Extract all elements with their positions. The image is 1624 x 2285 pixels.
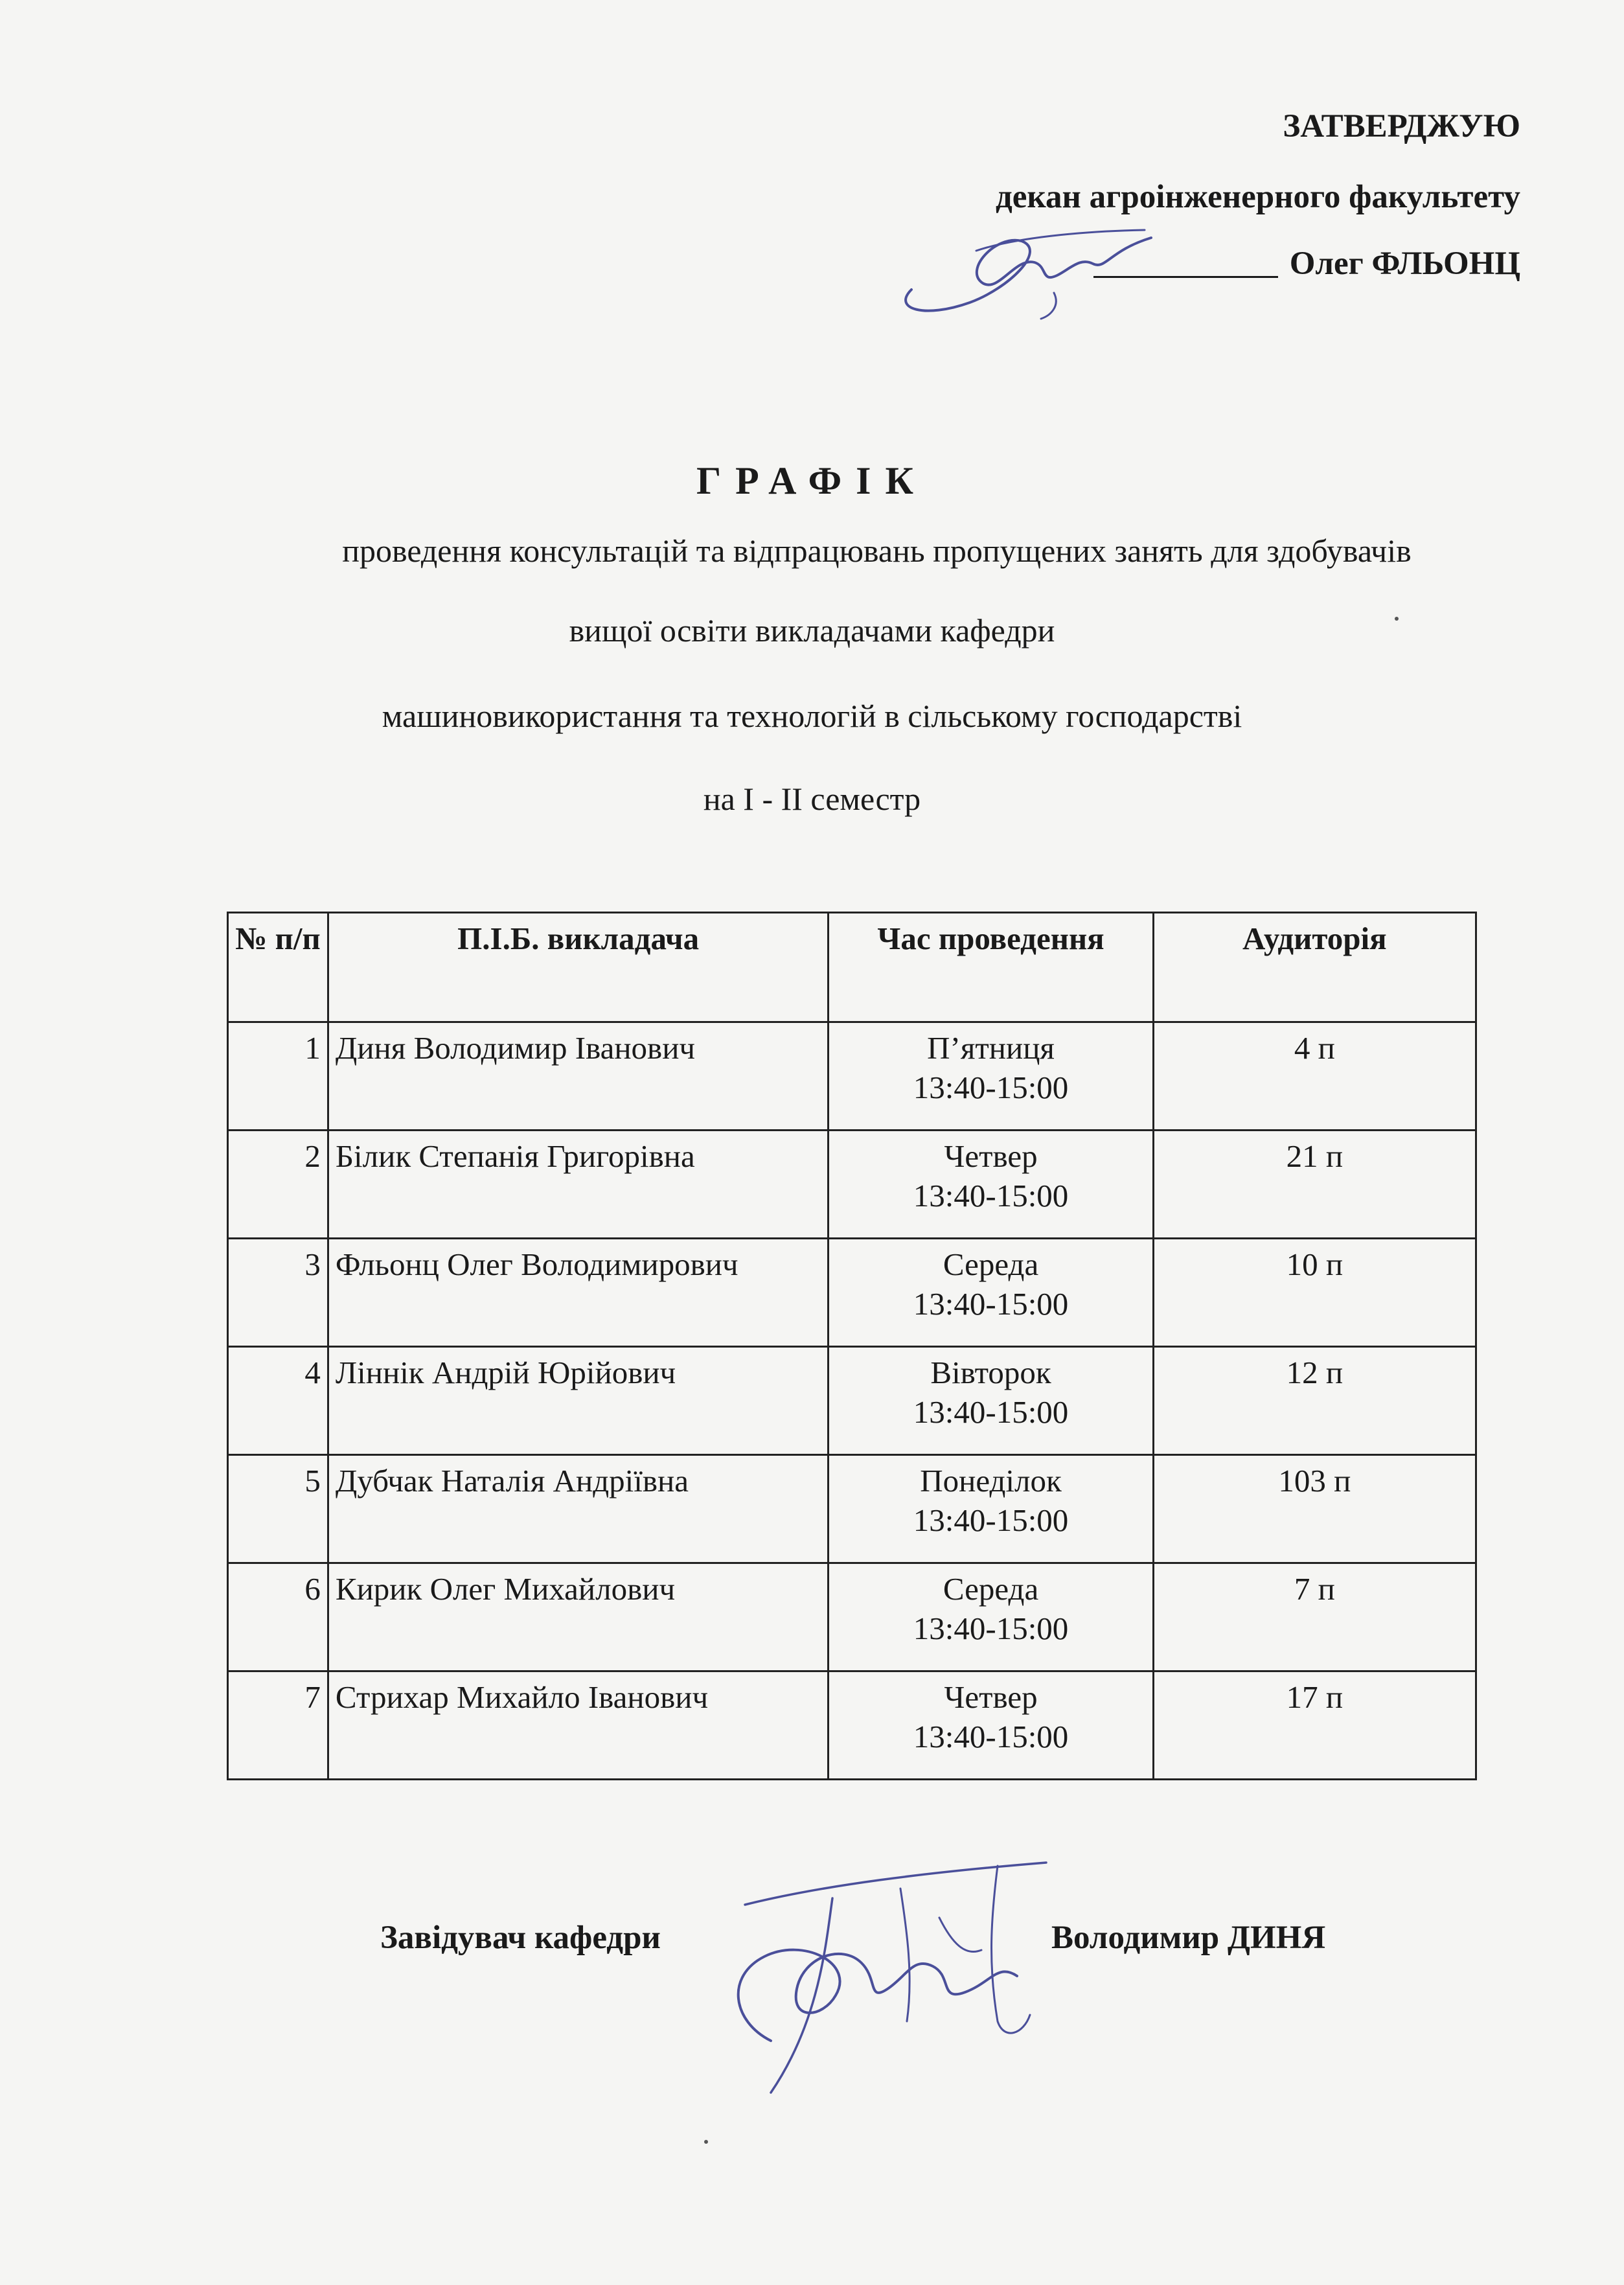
cell-room: 4 п — [1153, 1022, 1476, 1131]
subtitle-line-3: машиновикористання та технологій в сільському господарстві — [382, 698, 1242, 734]
cell-name: Кирик Олег Михайлович — [328, 1563, 829, 1671]
cell-num: 5 — [228, 1455, 328, 1563]
approval-block — [996, 110, 1520, 281]
speck — [704, 2140, 708, 2144]
table-row — [228, 1671, 1476, 1780]
table-row — [228, 1563, 1476, 1671]
cell-day: Четвер — [944, 1138, 1038, 1174]
cell-hours: 13:40-15:00 — [913, 1178, 1069, 1214]
cell-hours: 13:40-15:00 — [913, 1070, 1069, 1106]
cell-day: Вівторок — [930, 1355, 1051, 1390]
header-name: П.І.Б. викладача — [328, 913, 829, 1022]
table-header-row — [228, 913, 1476, 1022]
cell-day: Середа — [943, 1571, 1039, 1607]
dean-signature — [886, 212, 1158, 322]
cell-room: 12 п — [1153, 1347, 1476, 1455]
cell-room: 21 п — [1153, 1131, 1476, 1239]
cell-time — [829, 1131, 1153, 1239]
cell-num: 3 — [228, 1239, 328, 1347]
cell-time — [829, 1239, 1153, 1347]
head-position: Завідувач кафедри — [380, 1920, 661, 1956]
cell-num: 7 — [228, 1671, 328, 1780]
cell-time — [829, 1455, 1153, 1563]
cell-name: Білик Степанія Григорівна — [328, 1131, 829, 1239]
table-row — [228, 1022, 1476, 1131]
schedule-table — [227, 912, 1477, 1780]
cell-day: Середа — [943, 1246, 1039, 1282]
cell-time — [829, 1563, 1153, 1671]
table-row — [228, 1131, 1476, 1239]
header-time: Час проведення — [829, 913, 1153, 1022]
speck — [1395, 617, 1399, 621]
cell-num: 1 — [228, 1022, 328, 1131]
cell-num: 4 — [228, 1347, 328, 1455]
cell-day: Понеділок — [920, 1463, 1062, 1498]
cell-hours: 13:40-15:00 — [913, 1502, 1069, 1539]
document-title: ГРАФІК — [696, 459, 928, 502]
table-row — [228, 1455, 1476, 1563]
approve-word: ЗАТВЕРДЖУЮ — [1283, 108, 1520, 144]
cell-hours: 13:40-15:00 — [913, 1611, 1069, 1647]
cell-day: Четвер — [944, 1679, 1038, 1715]
approver-position: декан агроінженерного факультету — [996, 179, 1520, 215]
head-name: Володимир ДИНЯ — [1051, 1920, 1326, 1956]
subtitle-line-2: вищої освіти викладачами кафедри — [569, 612, 1055, 649]
cell-name: Диня Володимир Іванович — [328, 1022, 829, 1131]
cell-name: Ліннік Андрій Юрійович — [328, 1347, 829, 1455]
cell-room: 7 п — [1153, 1563, 1476, 1671]
cell-num: 6 — [228, 1563, 328, 1671]
subtitle-line-1: проведення консультацій та відпрацювань пропущених занять для здобувачів — [342, 533, 1412, 569]
approver-signature-line — [996, 247, 1520, 281]
table-row — [228, 1239, 1476, 1347]
cell-hours: 13:40-15:00 — [913, 1286, 1069, 1322]
cell-num: 2 — [228, 1131, 328, 1239]
cell-time — [829, 1347, 1153, 1455]
cell-hours: 13:40-15:00 — [913, 1394, 1069, 1430]
cell-hours: 13:40-15:00 — [913, 1719, 1069, 1755]
cell-room: 10 п — [1153, 1239, 1476, 1347]
cell-time — [829, 1022, 1153, 1131]
cell-room: 17 п — [1153, 1671, 1476, 1780]
cell-room: 103 п — [1153, 1455, 1476, 1563]
cell-name: Стрихар Михайло Іванович — [328, 1671, 829, 1780]
header-room: Аудиторія — [1153, 913, 1476, 1022]
cell-name: Дубчак Наталія Андріївна — [328, 1455, 829, 1563]
header-num: № п/п — [228, 913, 328, 1022]
cell-time — [829, 1671, 1153, 1780]
head-signature — [693, 1827, 1056, 2106]
approver-name: Олег ФЛЬОНЦ — [1289, 246, 1520, 282]
cell-name: Фльонц Олег Володимирович — [328, 1239, 829, 1347]
subtitle-line-4: на І - ІІ семестр — [703, 781, 921, 817]
cell-day: П’ятниця — [927, 1030, 1055, 1066]
table-row — [228, 1347, 1476, 1455]
